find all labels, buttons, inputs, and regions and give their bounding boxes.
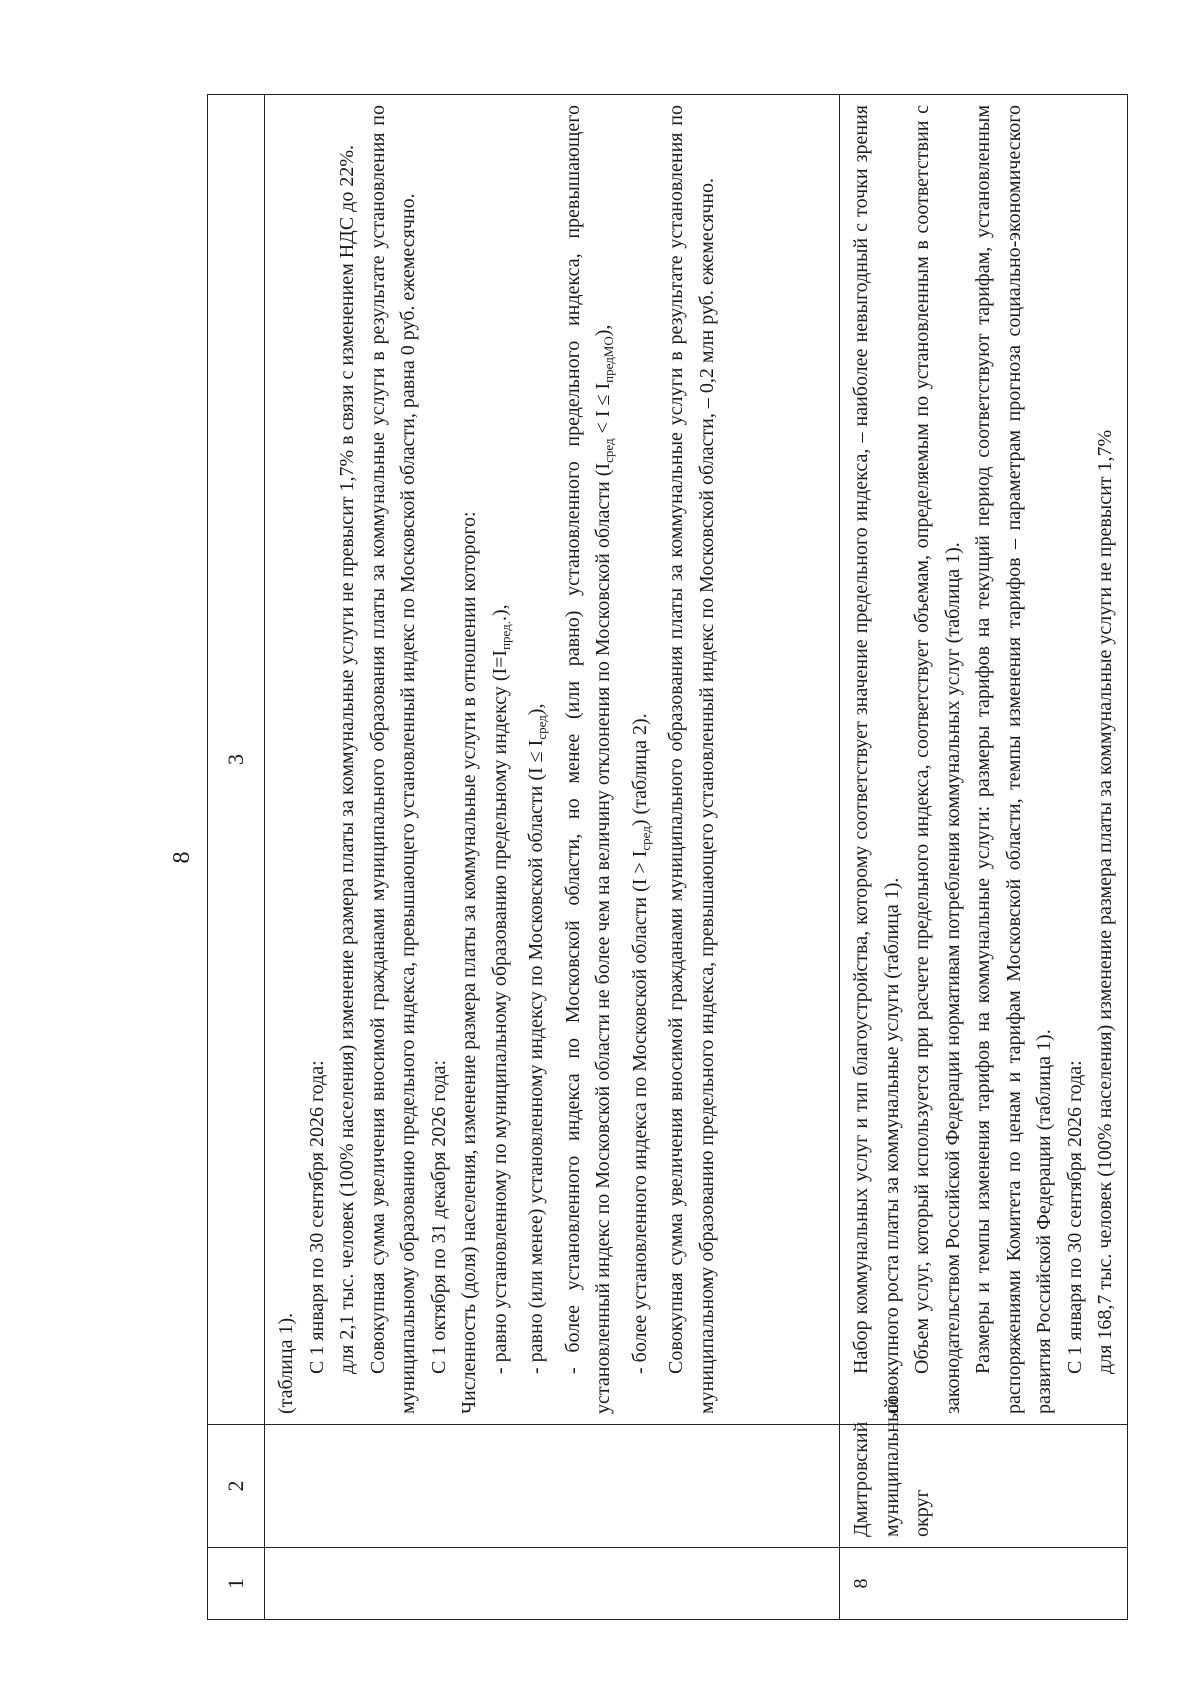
subscript: пред. xyxy=(497,620,513,650)
paragraph: для 168,7 тыс. человек (100% населения) изменение размера платы за коммунальные услуги не превысит 1,7% xyxy=(1094,429,1116,1374)
description-cell xyxy=(840,95,1128,1425)
list-item xyxy=(558,105,625,1414)
paragraph: Размеры и темпы изменения тарифов на коммунальные услуги: размеры тарифов на текущий период соответствуют тарифам, установленным распоряжениями Комитета по ценам и тарифам Московской области, темпы изменения тарифов – параметрам прогноза социально-экономического развития Российской Федерации (таблица 1). xyxy=(972,105,1055,1414)
table-header-row xyxy=(208,95,265,1620)
list-item-text: - более установленного индекса по Московской области, но менее (или равно) установленного предельного индекса, превышающего установленный индекс по Московской области не более чем на величину отклонения по Московской области (I xyxy=(561,105,614,1414)
paragraph: Набор коммунальных услуг и тип благоустройства, которому соответствует значение предельного индекса, – наиболее невыгодный с точки зрения совокупного роста платы за коммунальные услуги (таблица 1). xyxy=(850,105,903,1414)
paragraph: Объем услуг, который используется при расчете предельного индекса, соответствует объемам, определяемым по установленным в соответствии с законодательством Российской Федерации нормативам потребления коммунальных услуг (таблица 1). xyxy=(911,105,964,1414)
subscript: сред xyxy=(534,715,549,740)
page-number: 8 xyxy=(169,851,195,864)
header-cell-1: 1 xyxy=(208,1548,265,1620)
paragraph: Совокупная сумма увеличения вносимой гражданами муниципального образования платы за коммунальные услуги в результате установления по муниципальному образованию предельного индекса, превышающего установленный индекс по Московской области, – 0,2 млн руб. ежемесячно. xyxy=(665,105,718,1414)
table-row xyxy=(265,95,840,1620)
paragraph: (таблица 1). xyxy=(275,1312,297,1414)
row-number-cell xyxy=(265,1548,840,1620)
municipality-cell xyxy=(265,1425,840,1548)
paragraph: С 1 января по 30 сентября 2026 года: xyxy=(305,1060,328,1374)
header-cell-2: 2 xyxy=(208,1425,265,1548)
row-number-cell: 8 xyxy=(840,1548,1128,1620)
subscript: сред xyxy=(601,438,616,463)
subscript: сред xyxy=(637,826,653,851)
list-item-text: - равно установленному по муниципальному образованию предельному индексу (I=I xyxy=(488,649,511,1374)
list-item xyxy=(625,105,662,1414)
rotated-content xyxy=(137,95,1142,1620)
description-cell xyxy=(265,95,840,1425)
list-item xyxy=(521,105,558,1414)
list-item-text: ), xyxy=(592,324,614,337)
list-item-text: ), xyxy=(525,703,547,716)
header-cell-3: 3 xyxy=(208,95,265,1425)
paragraph: Численность (доля) населения, изменение размера платы за коммунальные услуги в отношении которого: xyxy=(458,511,480,1414)
list-item-text: ) (таблица 2). xyxy=(628,713,651,827)
index-table xyxy=(207,94,1128,1620)
paragraph: С 1 января по 30 сентября 2026 года: xyxy=(1063,1060,1086,1374)
subscript: предМО xyxy=(601,336,616,383)
list-item xyxy=(485,105,522,1414)
list-item-text: < I ≤ I xyxy=(592,382,614,439)
table-row xyxy=(840,95,1128,1620)
list-item-text: - более установленного индекса по Московской области (I > I xyxy=(628,850,651,1374)
list-item-text: - равно (или менее) установленному индексу по Московской области (I ≤ I xyxy=(525,739,547,1374)
municipality-cell: Дмитровский муниципальный округ xyxy=(840,1425,1128,1548)
paragraph: Совокупная сумма увеличения вносимой гражданами муниципального образования платы за коммунальные услуги в результате установления по муниципальному образованию предельного индекса, превышающего установленный индекс по Московской области, равна 0 руб. ежемесячно. xyxy=(366,105,419,1414)
paragraph: для 2,1 тыс. человек (100% населения) изменение размера платы за коммунальные услуги не превысит 1,7% в связи с изменением НДС до 22%. xyxy=(336,145,358,1374)
paragraph: С 1 октября по 31 декабря 2026 года: xyxy=(427,1059,450,1374)
list-item-text: .), xyxy=(488,604,511,621)
